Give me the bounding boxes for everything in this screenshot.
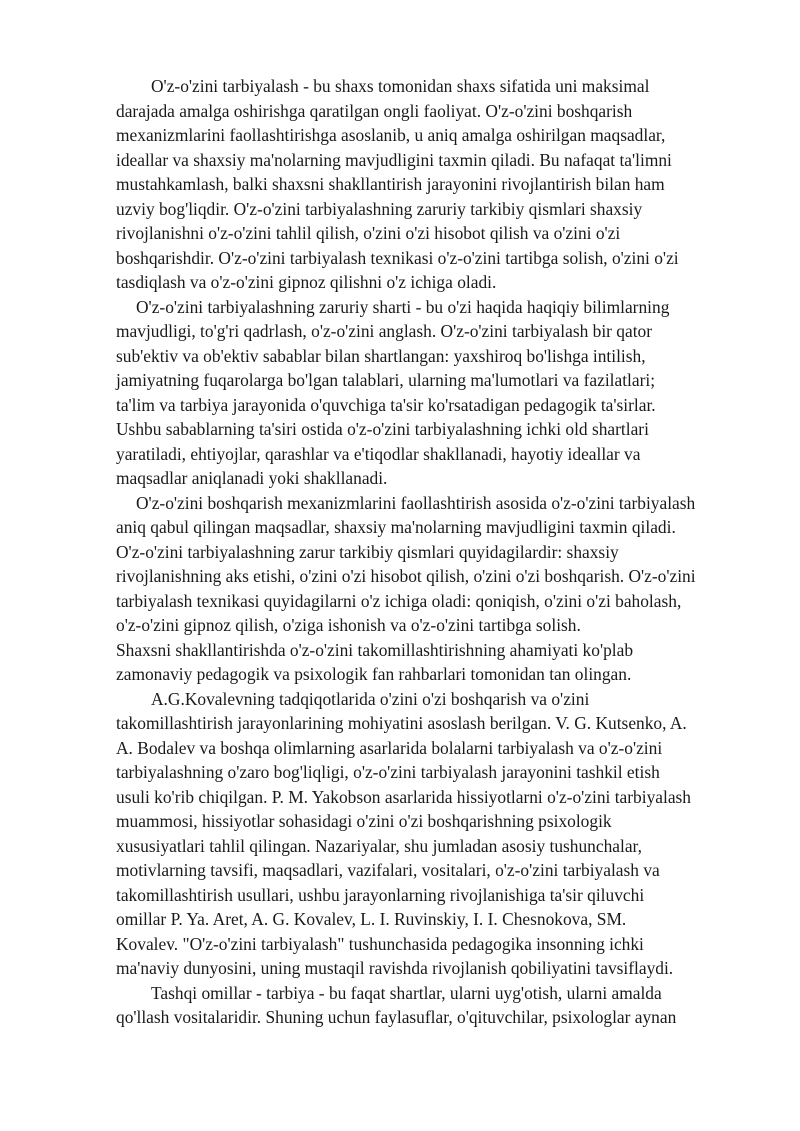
text-line: ideallar va shaxsiy ma'nolarning mavjudligini taxmin qiladi. Bu nafaqat ta'limni <box>116 149 672 170</box>
text-line: ta'lim va tarbiya jarayonida o'quvchiga ta'sir ko'rsatadigan pedagogik ta'sirlar. <box>116 394 656 415</box>
text-line: A.G.Kovalevning tadqiqotlarida o'zini o'zi boshqarish va o'zini <box>151 688 590 709</box>
text-line: A. Bodalev va boshqa olimlarning asarlarida bolalarni tarbiyalash va o'z-o'zini <box>116 737 663 758</box>
text-line: aniq qabul qilingan maqsadlar, shaxsiy ma'nolarning mavjudligini taxmin qiladi. <box>116 517 676 537</box>
text-line: zamonaviy pedagogik va psixologik fan rahbarlari tomonidan tan olingan. <box>116 664 632 684</box>
document-body <box>116 74 744 1030</box>
text-line: ma'naviy dunyosini, uning mustaqil ravishda rivojlanish qobiliyatini tavsiflaydi. <box>116 958 674 978</box>
text-line: rivojlanishni o'z-o'zini tahlil qilish, o'zini o'zi hisobot qilish va o'zini o'zi <box>116 223 621 243</box>
text-line: O'z-o'zini tarbiyalash - bu shaxs tomonidan shaxs sifatida uni maksimal <box>151 76 650 96</box>
text-line: mavjudligi, to'g'ri qadrlash, o'z-o'zini anglash. O'z-o'zini tarbiyalash bir qator <box>116 321 653 341</box>
text-line: jamiyatning fuqarolarga bo'lgan talablari, ularning ma'lumotlari va fazilatlari; <box>116 370 656 390</box>
text-line: mexanizmlarini faollashtirishga asoslanib, u aniq amalga oshirilgan maqsadlar, <box>116 125 666 145</box>
text-line: O'z-o'zini boshqarish mexanizmlarini faollashtirish asosida o'z-o'zini tarbiyalash <box>136 492 696 513</box>
text-line: qo'llash vositalaridir. Shuning uchun faylasuflar, o'qituvchilar, psixologlar aynan <box>116 1007 677 1027</box>
text-line: omillar P. Ya. Aret, A. G. Kovalev, L. I. Ruvinskiy, I. I. Chesnokova, SM. <box>116 909 627 929</box>
text-line: takomillashtirish jarayonlarining mohiyatini asoslash berilgan. V. G. Kutsenko, A. <box>116 713 687 733</box>
text-line: rivojlanishning aks etishi, o'zini o'zi hisobot qilish, o'zini o'zi boshqarish. O'z-o'zini <box>116 566 696 586</box>
text-line: sub'ektiv va ob'ektiv sabablar bilan shartlangan: yaxshiroq bo'lishga intilish, <box>116 345 646 366</box>
text-line: boshqarishdir. O'z-o'zini tarbiyalash texnikasi o'z-o'zini tartibga solish, o'zini o'zi <box>116 247 679 268</box>
text-line: tasdiqlash va o'z-o'zini gipnoz qilishni o'z ichiga oladi. <box>116 272 497 292</box>
text-line: usuli ko'rib chiqilgan. P. M. Yakobson asarlarida hissiyotlarni o'z-o'zini tarbiyalash <box>116 786 692 807</box>
text-line: Shaxsni shakllantirishda o'z-o'zini takomillashtirishning ahamiyati ko'plab <box>116 639 634 660</box>
text-line: Tashqi omillar - tarbiya - bu faqat shartlar, ularni uyg'otish, ularni amalda <box>151 982 662 1003</box>
text-line: Kovalev. "O'z-o'zini tarbiyalash" tushunchasida pedagogika insonning ichki <box>116 933 644 954</box>
text-line: mustahkamlash, balki shaxsni shakllantirish jarayonini rivojlantirish bilan ham <box>116 174 665 194</box>
text-line: yaratiladi, ehtiyojlar, qarashlar va e'tiqodlar shakllanadi, hayotiy ideallar va <box>116 443 641 464</box>
text-line: tarbiyalashning o'zaro bog'liqligi, o'z-o'zini tarbiyalash jarayonini tashkil etish <box>116 762 660 782</box>
text-line: Ushbu sabablarning ta'siri ostida o'z-o'zini tarbiyalashning ichki old shartlari <box>116 419 649 439</box>
text-line: muammosi, hissiyotlar sohasidagi o'zini o'zi boshqarishning psixologik <box>116 811 612 831</box>
text-line: tarbiyalash texnikasi quyidagilarni o'z ichiga oladi: qoniqish, o'zini o'zi baholash, <box>116 590 682 611</box>
text-line: uzviy bog'liqdir. O'z-o'zini tarbiyalashning zaruriy tarkibiy qismlari shaxsiy <box>116 198 643 219</box>
text-line: maqsadlar aniqlanadi yoki shakllanadi. <box>116 468 388 488</box>
text-line: xususiyatlari tahlil qilingan. Nazariyalar, shu jumladan asosiy tushunchalar, <box>116 835 642 856</box>
text-line: O'z-o'zini tarbiyalashning zarur tarkibiy qismlari quyidagilardir: shaxsiy <box>116 541 619 562</box>
text-line: O'z-o'zini tarbiyalashning zaruriy sharti - bu o'zi haqida haqiqiy bilimlarning <box>136 296 670 317</box>
text-line: o'z-o'zini gipnoz qilish, o'ziga ishonish va o'z-o'zini tartibga solish. <box>116 615 581 635</box>
text-line: darajada amalga oshirishga qaratilgan ongli faoliyat. O'z-o'zini boshqarish <box>116 100 633 121</box>
text-line: motivlarning tavsifi, maqsadlari, vazifalari, vositalari, o'z-o'zini tarbiyalash va <box>116 860 660 880</box>
text-line: takomillashtirish usullari, ushbu jarayonlarning rivojlanishiga ta'sir qiluvchi <box>116 884 645 905</box>
